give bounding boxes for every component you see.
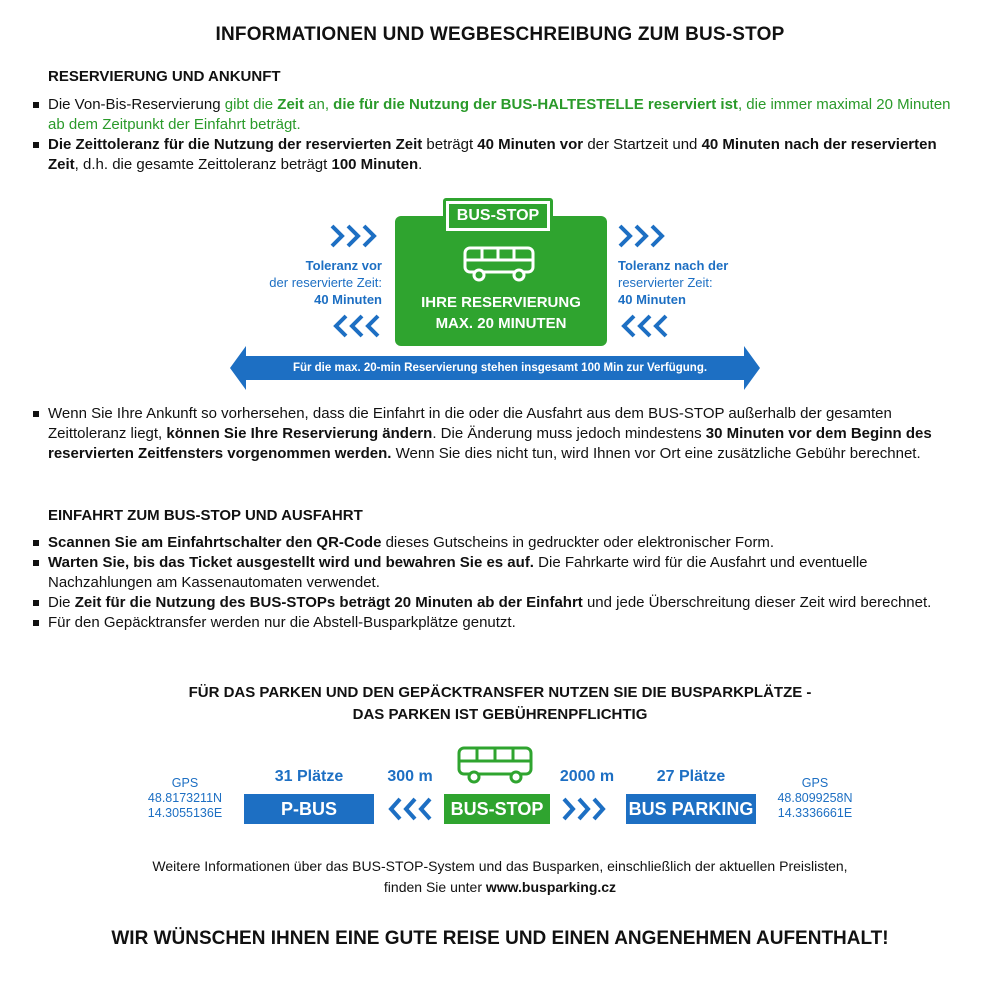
list-item: Die Zeit für die Nutzung des BUS-STOPs beträgt 20 Minuten ab der Einfahrt und jede Überschreitung dieser Zeit wird berechnet. [28, 593, 968, 613]
footer-info: Weitere Informationen über das BUS-STOP-System und das Busparken, einschließlich der aktuellen Preislisten, finden Sie unter www.busparking.cz [152, 858, 848, 895]
chevron-left-icon [618, 312, 674, 340]
tolerance-before: Toleranz vor der reservierte Zeit: 40 Minuten [269, 258, 382, 307]
section-heading-entry: EINFAHRT ZUM BUS-STOP UND AUSFAHRT [48, 507, 363, 524]
bus-icon [462, 244, 538, 284]
parking-heading: FÜR DAS PARKEN UND DEN GEPÄCKTRANSFER NUTZEN SIE DIE BUSPARKPLÄTZE - DAS PARKEN IST GEBÜHRENPFLICHTIG [188, 684, 812, 723]
list-item: Wenn Sie Ihre Ankunft so vorhersehen, dass die Einfahrt in die oder die Ausfahrt aus dem BUS-STOP außerhalb der gesamten Zeittoleranz liegt, können Sie Ihre Reservierung ändern. Die Änderung muss jedoch mindestens 30 Minuten vor dem Beginn des reservierten Zeitfensters vorgenommen werden. Wenn Sie dies nicht tun, wird Ihnen vor Ort eine zusätzliche Gebühr berechnet. [28, 404, 968, 464]
list-item: Scannen Sie am Einfahrtschalter den QR-Code dieses Gutscheins in gedruckter oder elektronischer Form. [28, 533, 968, 553]
chevron-right-icon [616, 222, 672, 250]
list-item: Die Von-Bis-Reservierung gibt die Zeit an, die für die Nutzung der BUS-HALTESTELLE reserviert ist, die immer maximal 20 Minuten ab dem Zeitpunkt der Einfahrt beträgt. [28, 95, 968, 135]
entry-list [28, 533, 968, 633]
chevron-right-icon [560, 796, 612, 822]
p-bus-box: P-BUS [244, 794, 374, 824]
chevron-right-icon [328, 222, 384, 250]
left-distance: 300 m [387, 768, 433, 785]
bus-stop-sign: BUS-STOP [443, 198, 553, 234]
gps-left: GPS 48.8173211N 14.3055136E [147, 776, 223, 820]
list-item: Für den Gepäcktransfer werden nur die Abstell-Busparkplätze genutzt. [28, 613, 968, 633]
change-reservation-list [28, 404, 968, 464]
right-capacity: 27 Plätze [656, 768, 726, 785]
chevron-left-icon [386, 796, 438, 822]
section-heading-reservation: RESERVIERUNG UND ANKUNFT [48, 68, 281, 85]
reservation-text: IHRE RESERVIERUNG MAX. 20 MINUTEN [421, 294, 581, 332]
bus-icon [456, 744, 536, 786]
left-capacity: 31 Plätze [274, 768, 344, 785]
gps-right: GPS 48.8099258N 14.3336661E [777, 776, 853, 820]
list-item: Die Zeittoleranz für die Nutzung der reservierten Zeit beträgt 40 Minuten vor der Startzeit und 40 Minuten nach der reservierten Zeit, d.h. die gesamte Zeittoleranz beträgt 100 Minuten. [28, 135, 968, 175]
website-link[interactable]: www.busparking.cz [485, 879, 617, 895]
right-distance: 2000 m [559, 768, 615, 785]
tolerance-banner: Für die max. 20-min Reservierung stehen insgesamt 100 Min zur Verfügung. [292, 362, 708, 374]
bus-parking-box: BUS PARKING [626, 794, 756, 824]
reservation-list [28, 95, 968, 175]
page-title: INFORMATIONEN UND WEGBESCHREIBUNG ZUM BUS-STOP [215, 24, 785, 45]
tolerance-after: Toleranz nach der reservierter Zeit: 40 Minuten [618, 258, 729, 307]
closing-message: WIR WÜNSCHEN IHNEN EINE GUTE REISE UND EINEN ANGENEHMEN AUFENTHALT! [111, 928, 889, 949]
chevron-left-icon [330, 312, 386, 340]
bus-stop-box: BUS-STOP [444, 794, 550, 824]
list-item: Warten Sie, bis das Ticket ausgestellt wird und bewahren Sie es auf. Die Fahrkarte wird für die Ausfahrt und eventuelle Nachzahlungen am Kassenautomaten verwendet. [28, 553, 968, 593]
